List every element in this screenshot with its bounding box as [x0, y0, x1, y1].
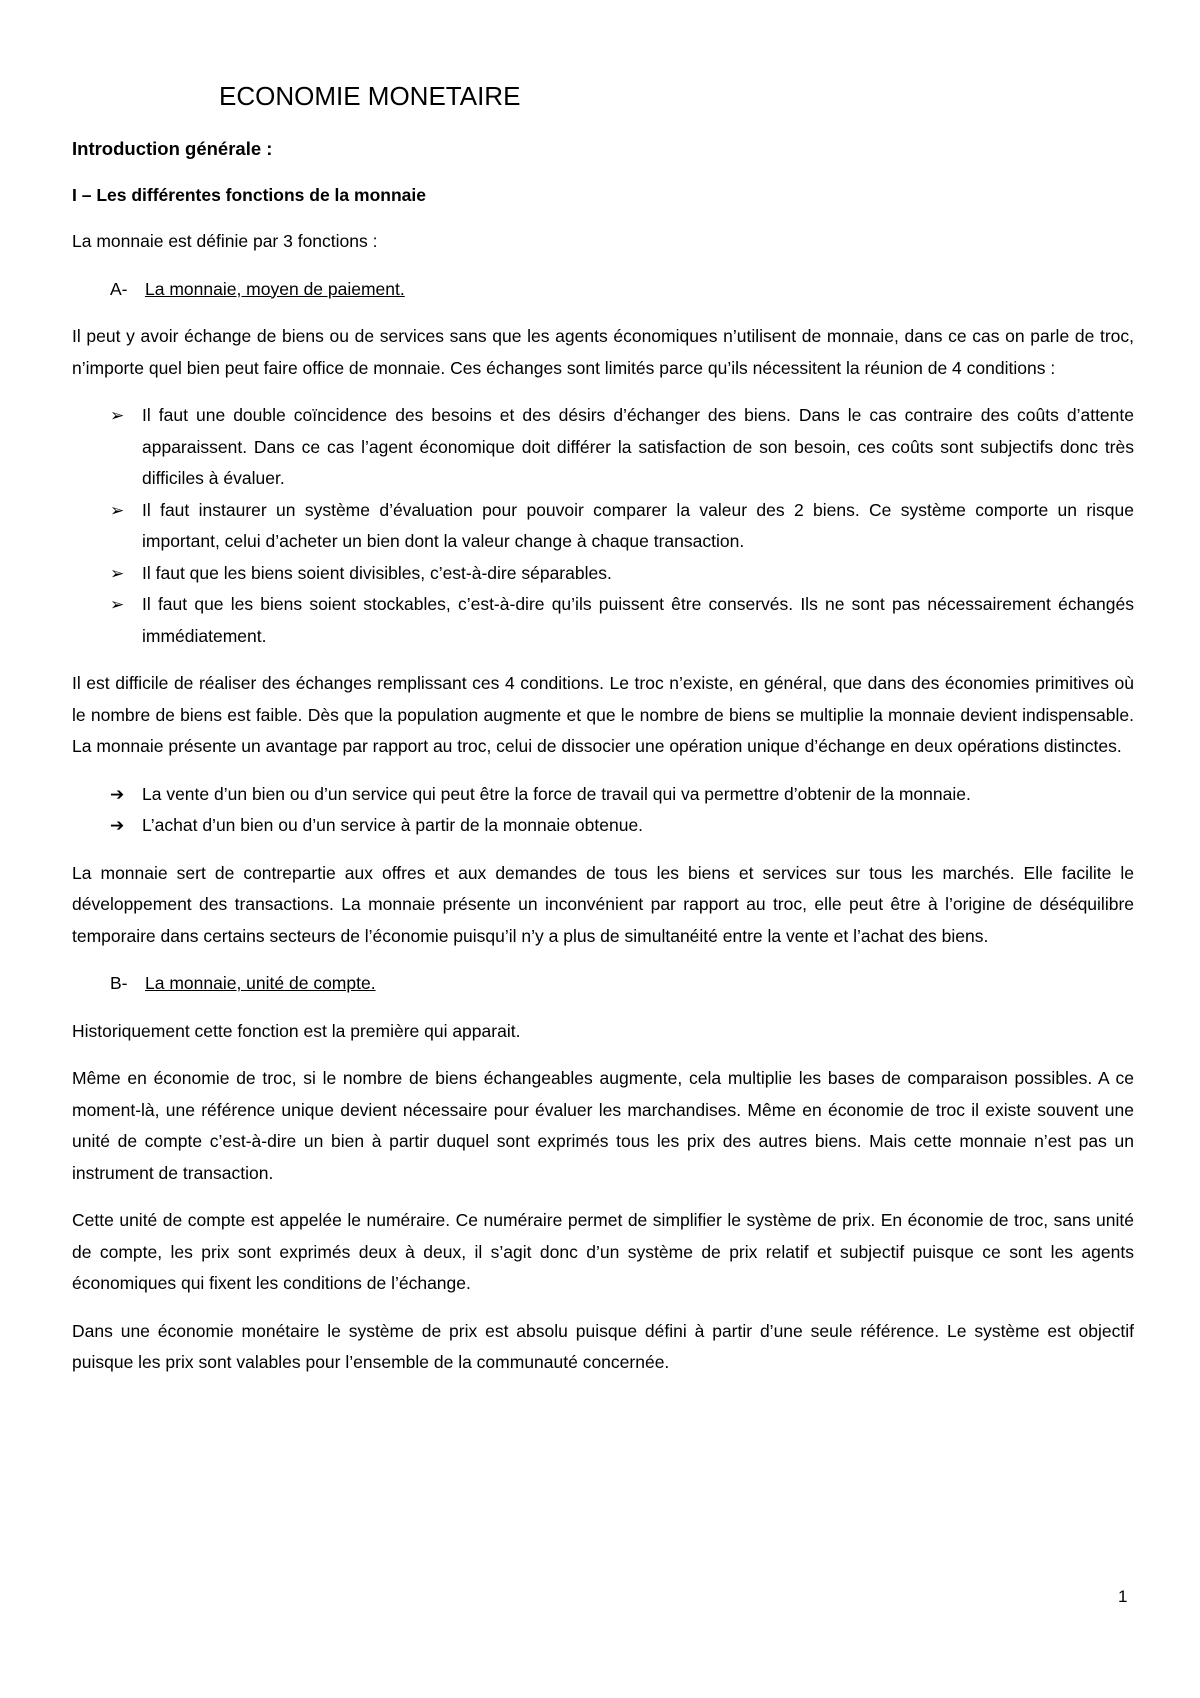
condition-text: Il faut que les biens soient divisibles, c’est-à-dire séparables. — [142, 562, 612, 583]
subsection-b-heading — [72, 968, 1134, 1000]
conditions-list — [72, 400, 1134, 652]
list-item — [72, 558, 1134, 590]
list-item — [72, 400, 1134, 495]
operations-list — [72, 779, 1134, 842]
subsection-b-marker: B- — [110, 973, 128, 993]
intro-sentence: La monnaie est définie par 3 fonctions : — [72, 231, 378, 251]
right-arrow-bullet-icon: ➔ — [110, 816, 125, 835]
operation-text: La vente d’un bien ou d’un service qui peut être la force de travail qui va permettre d’obtenir de la monnaie. — [142, 783, 971, 804]
intro-heading: Introduction générale : — [72, 138, 273, 159]
list-item — [72, 495, 1134, 558]
paragraph-a3: La monnaie sert de contrepartie aux offres et aux demandes de tous les biens et services sur tous les marchés. Elle facilite le développement des transactions. La monnaie présente un inconvénient par rapport au troc, elle peut être à l’origine de déséquilibre temporaire dans certains secteurs de l’économie puisqu’il n’y a plus de simultanéité entre la vente et l’achat des biens. — [72, 862, 1134, 946]
page-content — [72, 70, 1134, 1379]
document-title: ECONOMIE MONETAIRE — [219, 81, 521, 111]
subsection-b-label: La monnaie, unité de compte. — [145, 973, 376, 993]
paragraph-b4: Dans une économie monétaire le système de prix est absolu puisque défini à partir d’une seule référence. Le système est objectif puisque les prix sont valables pour l’ensemble de la communauté concernée. — [72, 1320, 1134, 1372]
subsection-a-marker: A- — [110, 278, 128, 299]
arrowhead-bullet-icon: ➢ — [110, 595, 125, 614]
subsection-a-heading — [72, 274, 1134, 306]
paragraph-a1: Il peut y avoir échange de biens ou de services sans que les agents économiques n’utilisent de monnaie, dans ce cas on parle de troc, n’importe quel bien peut faire office de monnaie. Ces échanges sont limités parce qu’ils nécessitent la réunion de 4 conditions : — [72, 326, 1134, 378]
paragraph-b2: Même en économie de troc, si le nombre de biens échangeables augmente, cela multiplie les bases de comparaison possibles. A ce moment-là, une référence unique devient nécessaire pour évaluer les marchandises. Même en économie de troc il existe souvent une unité de compte c’est-à-dire un bien à partir duquel sont exprimés tous les prix des autres biens. Mais cette monnaie n’est pas un instrument de transaction. — [72, 1068, 1134, 1183]
operation-text: L’achat d’un bien ou d’un service à partir de la monnaie obtenue. — [142, 815, 644, 835]
list-item — [72, 810, 1134, 842]
arrowhead-bullet-icon: ➢ — [110, 406, 125, 425]
condition-text: Il faut une double coïncidence des besoins et des désirs d’échanger des biens. Dans le cas contraire des coûts d’attente apparaissent. Dans ce cas l’agent économique doit différer la satisfaction de son besoin, ces coûts sont subjectifs donc très difficiles à évaluer. — [142, 405, 1134, 488]
page-number: 1 — [1118, 1587, 1128, 1606]
list-item — [72, 589, 1134, 652]
paragraph-a2: Il est difficile de réaliser des échanges remplissant ces 4 conditions. Le troc n’existe, en général, que dans des économies primitives où le nombre de biens est faible. Dès que la population augmente et que le nombre de biens se multiplie la monnaie devient indispensable. La monnaie présente un avantage par rapport au troc, celui de dissocier une opération unique d’échange en deux opérations distinctes. — [72, 673, 1134, 756]
condition-text: Il faut instaurer un système d’évaluation pour pouvoir comparer la valeur des 2 biens. Ce système comporte un risque important, celui d’acheter un bien dont la valeur change à chaque transaction. — [142, 499, 1134, 551]
right-arrow-bullet-icon: ➔ — [110, 784, 125, 804]
paragraph-b1: Historiquement cette fonction est la première qui apparait. — [72, 1020, 521, 1041]
condition-text: Il faut que les biens soient stockables, c’est-à-dire qu’ils puissent être conservés. Ils ne sont pas nécessairement échangés immédiatement. — [142, 594, 1134, 646]
subsection-a-label: La monnaie, moyen de paiement. — [145, 278, 405, 299]
paragraph-b3: Cette unité de compte est appelée le numéraire. Ce numéraire permet de simplifier le système de prix. En économie de troc, sans unité de compte, les prix sont exprimés deux à deux, il s’agit donc d’un système de prix relatif et subjectif puisque ce sont les agents économiques qui fixent les conditions de l’échange. — [72, 1210, 1134, 1293]
arrowhead-bullet-icon: ➢ — [110, 500, 125, 520]
section-heading: I – Les différentes fonctions de la monnaie — [72, 185, 426, 205]
arrowhead-bullet-icon: ➢ — [110, 563, 125, 583]
list-item — [72, 779, 1134, 811]
